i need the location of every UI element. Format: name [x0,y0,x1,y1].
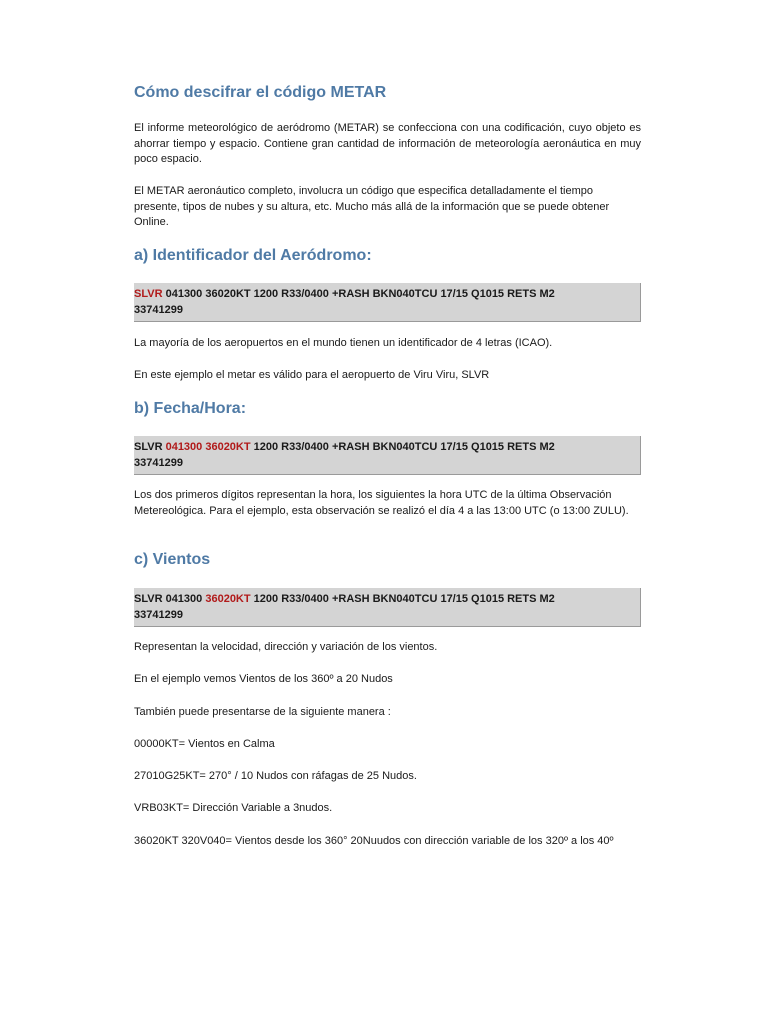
metar-prefix: SLVR 041300 [134,593,206,605]
metar-code-box-winds [134,588,641,627]
metar-line-2: 33741299 [134,456,183,469]
winds-paragraph: 27010G25KT= 270° / 10 Nudos con ráfagas de 25 Nudos. [134,770,417,782]
metar-line-2: 33741299 [134,608,183,621]
winds-paragraph: También puede presentarse de la siguiente manera : [134,706,391,718]
winds-paragraph: VRB03KT= Dirección Variable a 3nudos. [134,802,333,814]
aerodrome-paragraph-1: La mayoría de los aeropuertos en el mundo tienen un identificador de 4 letras (ICAO). [134,337,553,349]
page-title: Cómo descifrar el código METAR [134,84,387,101]
metar-line-1 [134,592,636,608]
metar-rest: 1200 R33/0400 +RASH BKN040TCU 17/15 Q1015 RETS M2 [250,593,555,605]
metar-code-box-date-time [134,436,641,475]
metar-highlight: 36020KT [205,593,251,605]
winds-paragraph: Representan la velocidad, dirección y variación de los vientos. [134,641,438,653]
aerodrome-paragraph-2: En este ejemplo el metar es válido para el aeropuerto de Viru Viru, SLVR [134,369,490,381]
date-time-paragraph: Los dos primeros dígitos representan la hora, los siguientes la hora UTC de la última Observación Metereológica. Para el ejemplo, esta observación se realizó el día 4 a las 13:00 UTC (o 13:00 ZULU). [134,489,629,517]
metar-code-box-aerodrome [134,283,641,322]
metar-rest: 1200 R33/0400 +RASH BKN040TCU 17/15 Q1015 RETS M2 [250,441,555,453]
winds-paragraph: En el ejemplo vemos Vientos de los 360º a 20 Nudos [134,673,393,685]
metar-highlight: 041300 36020KT [165,441,251,453]
section-heading-date-time: b) Fecha/Hora: [134,400,247,417]
metar-line-2: 33741299 [134,303,183,316]
metar-rest: 041300 36020KT 1200 R33/0400 +RASH BKN040TCU 17/15 Q1015 RETS M2 [162,288,555,300]
metar-line-1 [134,287,636,303]
metar-prefix: SLVR [134,441,166,453]
section-heading-aerodrome: a) Identificador del Aeródromo: [134,247,372,264]
section-heading-winds: c) Vientos [134,551,211,568]
metar-highlight: SLVR [134,288,163,300]
metar-line-1 [134,440,636,456]
winds-paragraph: 36020KT 320V040= Vientos desde los 360° 20Nuudos con dirección variable de los 320º a los 40º [134,835,614,847]
winds-paragraph: 00000KT= Vientos en Calma [134,738,275,750]
intro-paragraph-1: El informe meteorológico de aeródromo (METAR) se confecciona con una codificación, cuyo objeto es ahorrar tiempo y espacio. Contiene gran cantidad de información de meteorología aeronáutica en muy poco espacio. [134,122,641,165]
intro-paragraph-2: El METAR aeronáutico completo, involucra un código que especifica detalladamente el tiempo presente, tipos de nubes y su altura, etc. Mucho más allá de la información que se puede obtener Online. [134,185,610,228]
